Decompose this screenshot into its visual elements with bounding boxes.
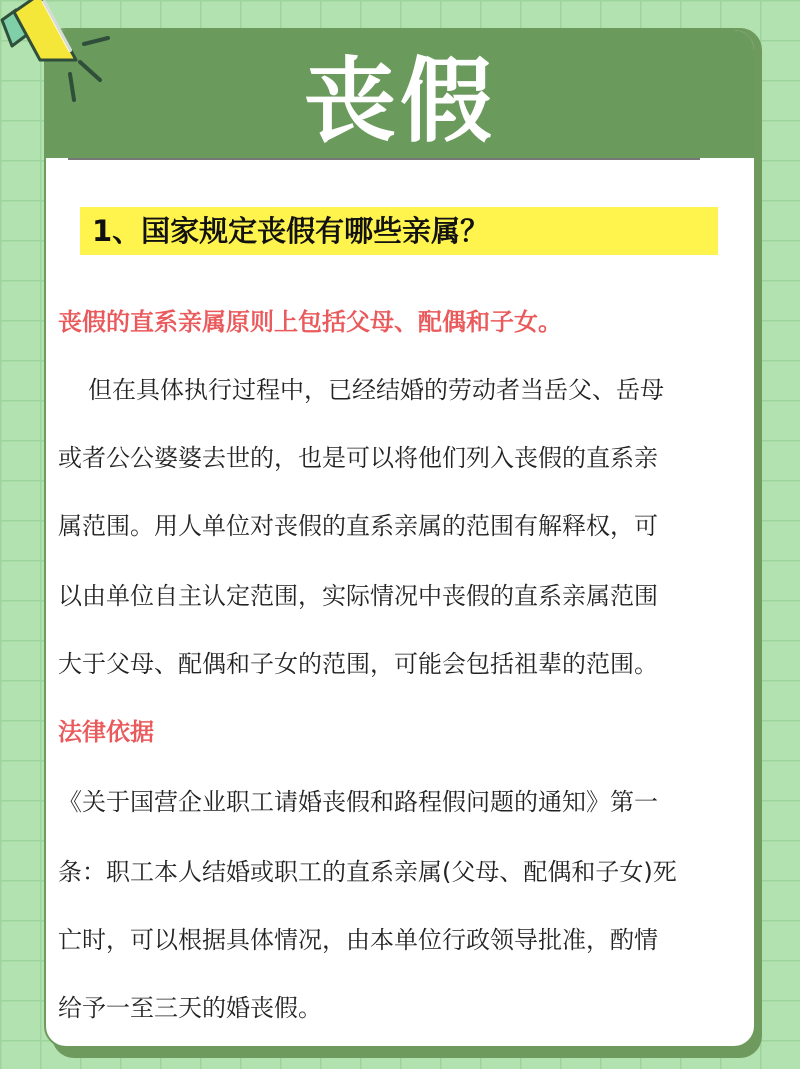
header-divider bbox=[68, 158, 700, 160]
megaphone-icon bbox=[0, 0, 120, 110]
body-line: 属范围。用人单位对丧假的直系亲属的范围有解释权，可 bbox=[58, 512, 658, 540]
body-line: 但在具体执行过程中，已经结婚的劳动者当岳父、岳母 bbox=[88, 376, 664, 404]
section-heading: 1、国家规定丧假有哪些亲属？ bbox=[92, 214, 490, 248]
page-title: 丧假 bbox=[303, 48, 496, 155]
legal-line: 条：职工本人结婚或职工的直系亲属(父母、配偶和子女)死 bbox=[58, 858, 677, 886]
body-line: 大于父母、配偶和子女的范围，可能会包括祖辈的范围。 bbox=[58, 650, 658, 678]
legal-line: 给予一至三天的婚丧假。 bbox=[58, 994, 322, 1022]
body-line: 以由单位自主认定范围，实际情况中丧假的直系亲属范围 bbox=[58, 582, 658, 610]
body-line: 或者公公婆婆去世的，也是可以将他们列入丧假的直系亲 bbox=[58, 444, 658, 472]
legal-line: 《关于国营企业职工请婚丧假和路程假问题的通知》第一 bbox=[58, 788, 658, 816]
legal-basis-label: 法律依据 bbox=[58, 718, 154, 746]
key-point-text: 丧假的直系亲属原则上包括父母、配偶和子女。 bbox=[58, 308, 562, 336]
legal-line: 亡时，可以根据具体情况，由本单位行政领导批准，酌情 bbox=[58, 926, 658, 954]
